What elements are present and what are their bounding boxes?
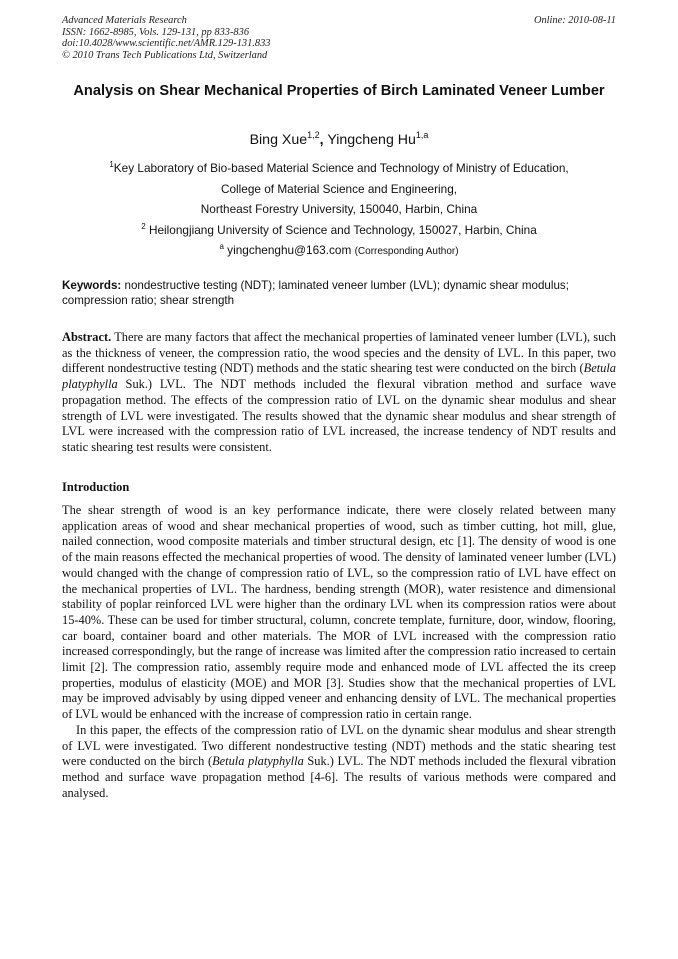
affil-sup: a — [219, 242, 224, 252]
journal-name: Advanced Materials Research — [62, 15, 187, 26]
paper-title: Analysis on Shear Mechanical Properties of Birch Laminated Veneer Lumber — [73, 83, 605, 99]
copyright-line: © 2010 Trans Tech Publications Ltd, Switzerland — [62, 49, 268, 61]
affiliation-text: Heilongjiang University of Science and Technology, 150027, Harbin, China — [148, 222, 537, 237]
affiliation-1-line — [62, 158, 616, 179]
introduction-body — [62, 503, 616, 801]
author-separator: , — [319, 132, 324, 148]
abstract-text: There are many factors that affect the mechanical properties of laminated veneer lumber (LVL), such as the thickness of veneer, the compression ratio, the wood species and the density of LVL. In this paper, two different nondestructive testing (NDT) methods and the static shearing test were conducted on the birch ( — [62, 330, 617, 376]
online-date: Online: 2010-08-11 — [533, 15, 616, 26]
issn-line: ISSN: 1662-8985, Vols. 129-131, pp 833-836 — [62, 26, 250, 38]
author-line — [62, 130, 616, 150]
abstract — [62, 330, 616, 456]
email-line — [62, 240, 616, 263]
abstract-text: Suk.) LVL. The NDT methods included the flexural vibration method and surface wave propagation method. The effects of the compression ratio of LVL on the dynamic shear modulus and shear strength of LVL were investigated. The results showed that the dynamic shear modulus and shear strength of LVL were increased with the compression ratio of LVL increased, the increase tendency of NDT results and static shearing test results were consistent. — [62, 377, 616, 454]
paragraph-text: In this paper, the effects of the compression ratio of LVL on the dynamic shear modulus and shear strength of LVL were investigated. Two different nondestructive testing (NDT) methods and the static shearing test were conducted on the birch ( — [62, 722, 616, 769]
paragraph-text: Suk.) LVL. The NDT methods included the flexural vibration method and surface wave propagation method [4-6]. The results of various methods were compared and analysed. — [62, 754, 616, 800]
author-affil-sup: 1,a — [415, 130, 429, 140]
author-name: Yingcheng Hu — [327, 132, 416, 148]
affiliation-text: Key Laboratory of Bio-based Material Science and Technology of Ministry of Education, — [113, 161, 569, 175]
keywords-label: Keywords: — [62, 279, 122, 292]
affiliations — [62, 158, 616, 263]
species-name: Betula platyphylla — [62, 361, 616, 392]
paragraph — [62, 723, 616, 802]
corresponding-note: (Corresponding Author) — [354, 246, 459, 258]
keywords-text: nondestructive testing (NDT); laminated veneer lumber (LVL); dynamic shear modulus; compression ratio; shear strength — [62, 279, 569, 308]
affil-sup: 2 — [141, 221, 146, 231]
paragraph: The shear strength of wood is an key performance indicate, there were closely related between many application areas of wood and shear mechanical properties of wood, such as timber cutting, hot mill, glue, nailed connection, wood composite materials and timber structural design, etc [1]. The density of wood is one of the main reasons effected the mechanical properties of wood. The density of laminated veneer lumber (LVL) would changed with the change of compression ratio of LVL, so the compression ratio of LVL have effect on the mechanical properties of LVL. The hardness, bending strength (MOR), water resistence and dimensional stability of poplar reinforced LVL were higher than the ordinary LVL when its compression ratios were about 15-40%. These can be used for timber structural, column, concrete template, furniture, door, window, flooring, car board, container board and other materials. The MOR of LVL increased with the compression ratio increased correspondingly, but the range of increase was limited after the compression ratio increased to certain limit [2]. The compression ratio, assembly require mode and enhanced mode of LVL affected the its creep properties, modulus of elasticity (MOE) and MOR [3]. Studies show that the mechanical properties of LVL may be improved advisably by using dipped veneer and enhancing density of LVL. The mechanical properties of LVL would be enhanced with the increase of compression ratio in certain range. — [62, 503, 616, 722]
author-affil-sup: 1,2 — [307, 130, 320, 140]
affil-sup: 1 — [109, 160, 114, 169]
section-heading: Introduction — [62, 480, 130, 494]
affiliation-2-line — [62, 220, 616, 241]
journal-header — [62, 15, 616, 61]
species-name: Betula platyphylla — [212, 754, 304, 769]
affiliation-1-line: College of Material Science and Engineering, — [220, 181, 458, 196]
keywords — [62, 278, 616, 309]
affiliation-1-line: Northeast Forestry University, 150040, Harbin, China — [200, 202, 478, 217]
email-address[interactable]: yingchenghu@163.com — [227, 243, 352, 258]
doi-line: doi:10.4028/www.scientific.net/AMR.129-131.833 — [62, 38, 271, 50]
abstract-label: Abstract. — [62, 330, 112, 344]
author-name: Bing Xue — [249, 132, 308, 148]
